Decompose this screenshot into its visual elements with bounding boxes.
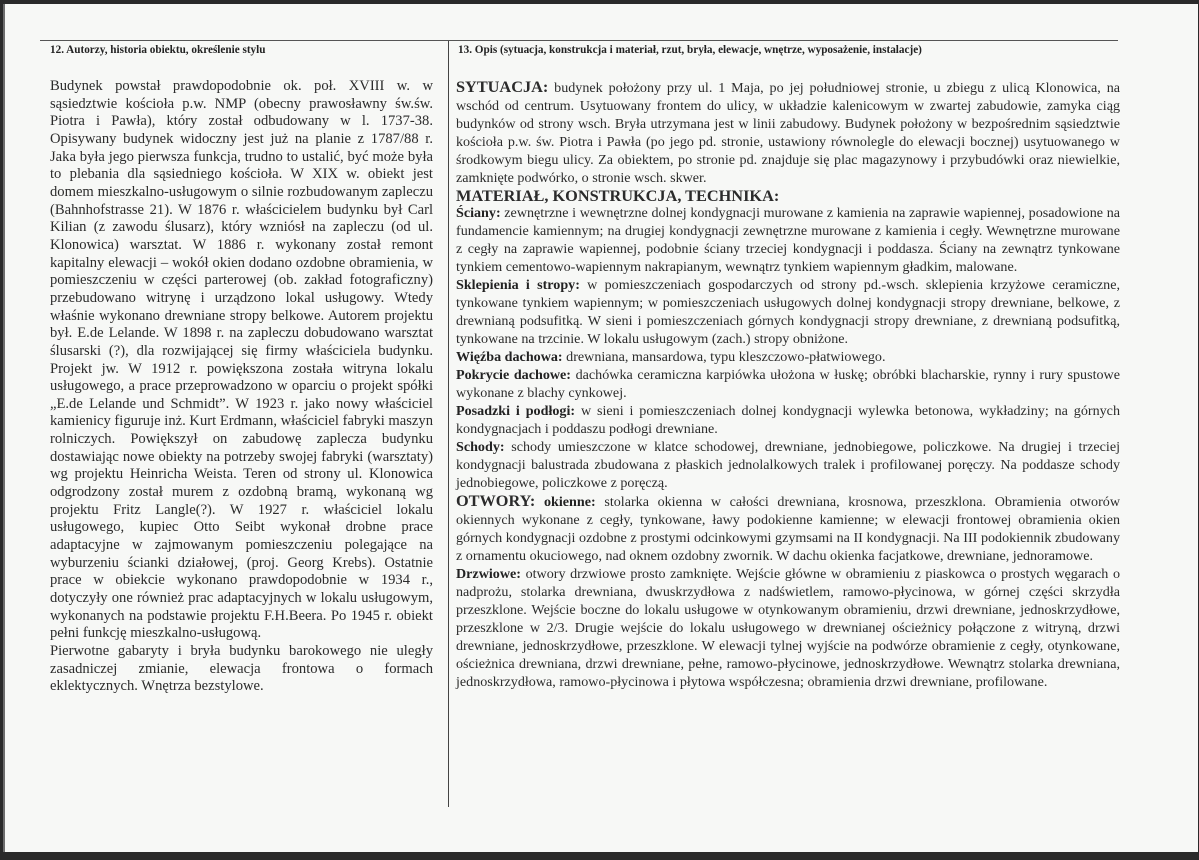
windows-label: okienne: <box>544 494 596 510</box>
situation-text: budynek położony przy ul. 1 Maja, po jej południowej stronie, u zbiegu z ulicą Klonowica, na wschód od centrum. Usytuowany frontem do ulicy, w układzie kalenicowym w zwartej zabudowie, zamyka ciąg budynków od strony wsch. Bryła utrzymana jest w linii zabudowy. Budynek położony w bezpośrednim sąsiedztwie kościoła p.w. św. Piotra i Pawła (po jego pd. stronie, ustawiony równolegle do elewacji bocznej) usytuowanego w środkowym biegu ulicy. Za obiektem, po stronie pd. znajduje się plac magazynowy i przybudówki oraz niewielkie, zamknięte podwórko, o stronie wsch. skwer. <box>456 80 1120 186</box>
material-heading: MATERIAŁ, KONSTRUKCJA, TECHNIKA: <box>456 186 780 205</box>
roofing-label: Pokrycie dachowe: <box>456 367 571 383</box>
windows-text: stolarka okienna w całości drewniana, krosnowa, przeszklona. Obramienia otworów okiennych wykonane z cegły, tynkowane, ławy podokienne kamienne; w elewacji frontowej obramienia okien górnych kondygnacji ozdobne z prostymi odcinkowymi gzymsami na II kondygnacji. Na III podokiennik zbudowany z ornamentu okuciowego, nad oknem ozdobny zwornik. W dachu okienka facjatkowe, drewniane, jednoramowe. <box>456 494 1121 564</box>
doors-label: Drzwiowe: <box>456 566 521 582</box>
roofing-text: dachówka ceramiczna karpiówka ułożona w łuskę; obróbki blacharskie, rynny i rury spustowe wykonane z blachy cynkowej. <box>456 367 1120 401</box>
vaults-paragraph <box>456 276 1120 348</box>
roofing-paragraph <box>456 366 1120 402</box>
doors-text: otwory drzwiowe prosto zamknięte. Wejście główne w obramieniu z piaskowca o prostych węgarach o nadprożu, stolarka drewniana, dwuskrzydłowa z nadświetlem, ramowo-płycinowa, w górnej części skrzydła przeszklone. Wejście boczne do lokalu usługowe w otynkowanym obramieniu, drzwi drewniane, jednoskrzydłowe, przeszklone w 2/3. Drugie wejście do lokalu usługowego w drewnianej ościeżnicy połączone z witryną, drzwi drewniane, jednoskrzydłowe, przeszklone. W elewacji tylnej wyjście na podwórze obramienie z cegły, otynkowane, ościeżnica drewniana, drzwi drewniane, pełne, ramowo-płycinowe, jednoskrzydłowe. Wewnątrz stolarka drewniana, jednoskrzydłowa, ramowo-płycinowa i płytowa współczesna; obramienia drzwi drewniane, profilowane. <box>456 566 1120 690</box>
stairs-label: Schody: <box>456 439 505 455</box>
stairs-paragraph <box>456 438 1120 492</box>
situation-paragraph <box>456 78 1120 187</box>
floors-paragraph <box>456 402 1120 438</box>
openings-paragraph <box>456 492 1120 565</box>
description-section-title: 13. Opis (sytuacja, konstrukcja i materiał, rzut, bryła, elewacje, wnętrze, wyposażenie, instalacje) <box>458 44 922 56</box>
walls-label: Ściany: <box>456 205 501 221</box>
top-rule <box>40 40 1118 41</box>
stairs-text: schody umieszczone w klatce schodowej, drewniane, jednobiegowe, policzkowe. Na drugiej i trzeciej kondygnacji balustrada zbudowana z płaskich jednolalkowych tralek i profilowanej poręczy. Na poddasze schody jednobiegowe, policzkowe z poręczą. <box>456 439 1120 491</box>
roof-truss-text: drewniana, mansardowa, typu kleszczowo-płatwiowego. <box>562 349 886 365</box>
history-paragraph: Budynek powstał prawdopodobnie ok. poł. XVIII w. w sąsiedztwie kościoła p.w. NMP (obecny prawosławny św.św. Piotra i Pawła), który został odbudowany w l. 1737-38. Opisywany budynek widoczny jest już na planie z 1787/88 r. Jaka była jego pierwsza funkcja, trudno to ustalić, być może była to plebania dla sąsiedniego kościoła. W XIX w. obiekt jest domem mieszkalno-usługowym o silnie rozbudowanym zapleczu (Bahnhofstrasse 21). W 1876 r. właścicielem budynku był Carl Kilian (z zawodu ślusarz), który wzniósł na zapleczu (od ul. Klonowica) warsztat. W 1886 r. wykonany został remont kapitalny elewacji – wokół okien dodano ozdobne obramienia, w pomieszczeniu w części parterowej (ob. zakład fotograficzny) przebudowano witrynę i urządzono lokal usługowy. Wtedy właśnie wykonano drewniane stropy belkowe. Autorem projektu był. E.de Lelande. W 1898 r. na zapleczu dobudowano warsztat ślusarski (?), dla rozwijającej się firmy właściciela budynku. Projekt jw. W 1912 r. powiększona została witryna lokalu usługowego, a prace przeprowadzono w oparciu o projekt spółki „E.de Lelande und Schmidt”. W 1923 r. jako nowy właściciel kamienicy figuruje inż. Kurt Erdmann, właściciel fabryki maszyn rolniczych. Powiększył on zabudowę zaplecza budynku dostawiając nowe obiekty na potrzeby swojej fabryki (warsztaty) wg projektu Heinricha Weista. Teren od strony ul. Klonowica odgrodzony został murem z ozdobną bramą, wykonaną wg projektu Fritz Langle(?). W 1927 r. właściciel lokalu usługowego, kupiec Otto Seibt wykonał drobne prace adaptacyjne w zajmowanym pomieszczeniu polegające na wyburzeniu ścianki działowej, (proj. Georg Krebs). Ostatnie prace w obiekcie wykonano prawdopodobnie w 1934 r., dotyczyły one również prac adaptacyjnych w lokalu usługowym, wykonanych na podstawie projektu F.H.Beera. Po 1945 r. obiekt pełni funkcję mieszkalno-usługową. <box>50 78 433 642</box>
style-paragraph: Pierwotne gabaryty i bryła budynku barokowego nie uległy zasadniczej zmianie, elewacja frontowa o formach eklektycznych. Wnętrza bezstylowe. <box>50 643 433 695</box>
openings-label: OTWORY: <box>456 491 536 510</box>
vaults-text: w pomieszczeniach gospodarczych od strony pd.-wsch. sklepienia krzyżowe ceramiczne, tynkowane tynkiem wapiennym; w pomieszczeniach usługowych dolnej kondygnacji stropy drewniane, belkowe, z drewnianą podsufitką. W sieni i pomieszczeniach górnych kondygnacji stropy drewniane, z drewnianą podsufitką, tynkowane na trzcinie. W lokalu usługowym (zach.) stropy obniżone. <box>456 277 1120 347</box>
description-section <box>456 42 1120 691</box>
vaults-label: Sklepienia i stropy: <box>456 277 580 293</box>
situation-label: SYTUACJA: <box>456 77 549 96</box>
roof-truss-paragraph <box>456 348 1120 366</box>
history-section-title: 12. Autorzy, historia obiektu, określenie stylu <box>50 44 266 56</box>
history-section <box>50 42 433 696</box>
scanned-document-page <box>3 4 1198 852</box>
description-text <box>456 78 1120 691</box>
doors-paragraph <box>456 565 1120 691</box>
roof-truss-label: Więźba dachowa: <box>456 349 563 365</box>
walls-paragraph <box>456 204 1120 276</box>
column-divider <box>448 41 449 807</box>
floors-text: w sieni i pomieszczeniach dolnej kondygnacji wylewka betonowa, wykładziny; na górnych kondygnacjach i poddaszu podłogi drewniane. <box>456 403 1120 437</box>
history-text <box>50 78 433 696</box>
floors-label: Posadzki i podłogi: <box>456 403 576 419</box>
walls-text: zewnętrzne i wewnętrzne dolnej kondygnacji murowane z kamienia na zaprawie wapiennej, posadowione na fundamencie kamiennym; na drugiej kondygnacji zewnętrzne murowane z kamienia i cegły. Wewnętrzne murowane z cegły na zaprawie wapiennej, podobnie ściany trzeciej kondygnacji i poddasza. Ściany na zewnątrz tynkowane tynkiem cementowo-wapiennym nakrapianym, wewnątrz tynkiem wapiennym gładkim, malowane. <box>456 205 1120 275</box>
